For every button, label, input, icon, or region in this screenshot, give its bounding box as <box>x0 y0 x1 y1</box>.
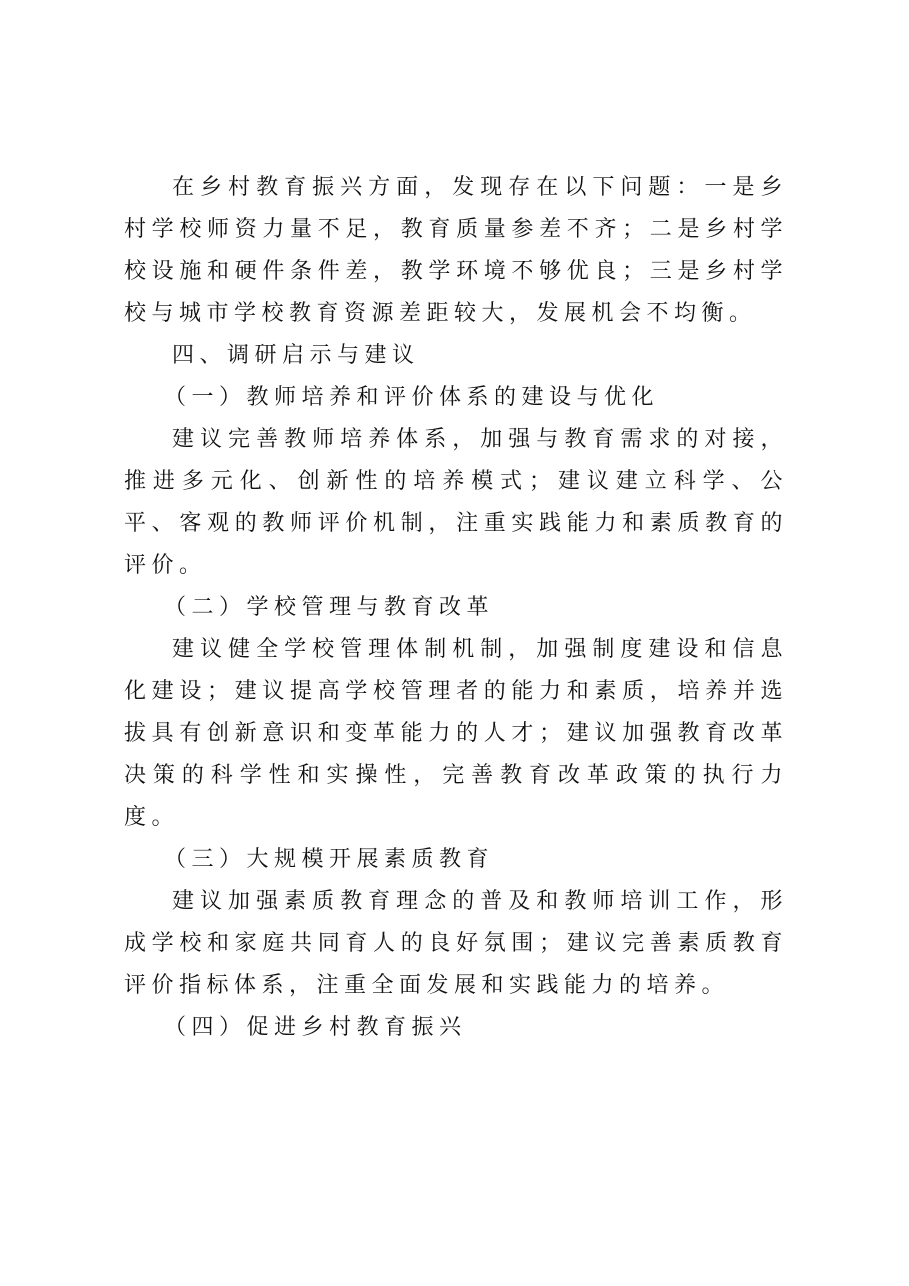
subheading-school-management: （二）学校管理与教育改革 <box>164 595 495 620</box>
section-heading-4: 四、调研启示与建议 <box>172 343 420 368</box>
paragraph-quality-education: 建议加强素质教育理念的普及和教师培训工作，形成学校和家庭共同育人的良好氛围；建议完善素质教育评价指标体系，注重全面发展和实践能力的培养。 <box>124 889 788 998</box>
paragraph-teacher-training: 建议完善教师培养体系，加强与教育需求的对接，推进多元化、创新性的培养模式；建议建立科学、公平、客观的教师评价机制，注重实践能力和素质教育的评价。 <box>124 427 788 578</box>
paragraph-rural-problems: 在乡村教育振兴方面，发现存在以下问题：一是乡村学校师资力量不足，教育质量参差不齐；二是乡村学校设施和硬件条件差，教学环境不够优良；三是乡村学校与城市学校教育资源差距较大，发展机会不均衡。 <box>124 175 788 326</box>
paragraph-school-management: 建议健全学校管理体制机制，加强制度建设和信息化建设；建议提高学校管理者的能力和素质，培养并选拔具有创新意识和变革能力的人才；建议加强教育改革决策的科学性和实操性，完善教育改革政策的执行力度。 <box>124 637 788 830</box>
document-body <box>124 167 788 1049</box>
subheading-rural-revitalization: （四）促进乡村教育振兴 <box>164 1015 467 1040</box>
subheading-teacher-training: （一）教师培养和评价体系的建设与优化 <box>164 385 660 410</box>
subheading-quality-education: （三）大规模开展素质教育 <box>164 847 495 872</box>
